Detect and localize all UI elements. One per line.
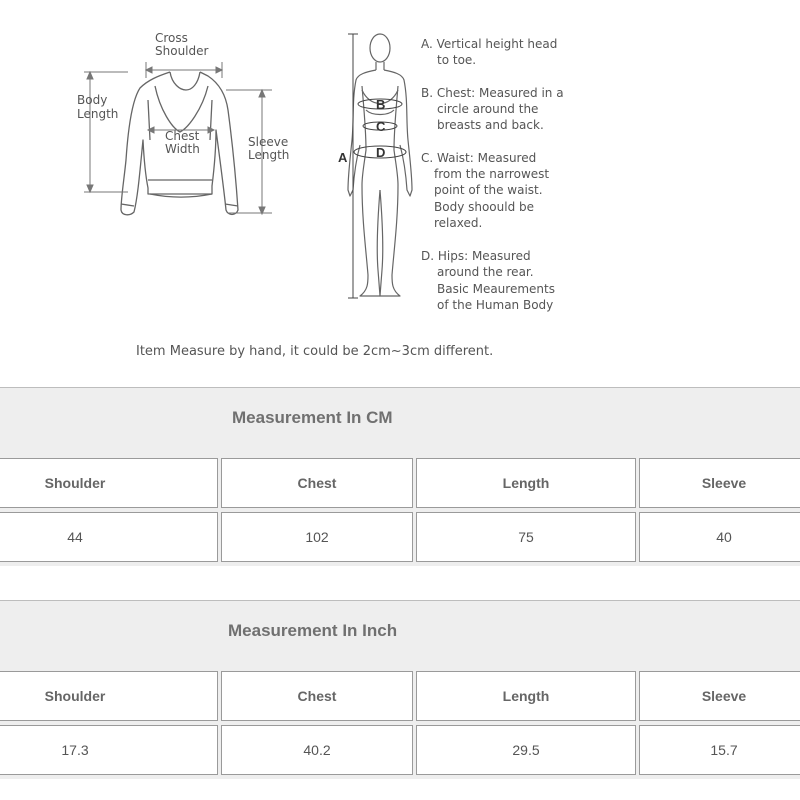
- body-length-label-1: Body: [77, 93, 108, 107]
- chest-width-label-2: Width: [165, 142, 200, 156]
- inch-size-table: [0, 600, 800, 779]
- legend-b-line-3: breasts and back.: [437, 118, 544, 132]
- legend-d-line-1: D. Hips: Measured: [421, 249, 531, 263]
- legend-c-line-1: C. Waist: Measured: [421, 151, 537, 165]
- cm-table-title: Measurement In CM: [232, 408, 393, 427]
- legend-b-line-1: B. Chest: Measured in a: [421, 86, 564, 100]
- legend-d-line-4: of the Human Body: [437, 298, 554, 312]
- cm-header-length: Length: [416, 458, 636, 508]
- cm-value-sleeve: 40: [639, 512, 800, 562]
- legend-c-line-5: relaxed.: [434, 216, 483, 230]
- legend-c-line-3: point of the waist.: [434, 183, 543, 197]
- inch-header-sleeve: Sleeve: [639, 671, 800, 721]
- inch-header-chest: Chest: [221, 671, 413, 721]
- body-letter-b: B: [376, 97, 386, 112]
- cm-header-chest: Chest: [221, 458, 413, 508]
- measurement-legend: [421, 37, 564, 312]
- legend-a-line-2: to toe.: [437, 53, 477, 67]
- cm-value-length: 75: [416, 512, 636, 562]
- inch-header-shoulder: Shoulder: [0, 671, 218, 721]
- cm-header-sleeve: Sleeve: [639, 458, 800, 508]
- inch-value-length: 29.5: [416, 725, 636, 775]
- sleeve-length-label-2: Length: [248, 148, 290, 162]
- inch-value-shoulder: 17.3: [0, 725, 218, 775]
- legend-d-line-2: around the rear.: [437, 265, 534, 279]
- legend-c-line-4: Body shoould be: [434, 200, 535, 214]
- cm-value-chest: 102: [221, 512, 413, 562]
- inch-table-title: Measurement In Inch: [228, 621, 398, 640]
- body-letter-c: C: [376, 119, 386, 134]
- body-length-label-2: Length: [77, 107, 119, 121]
- inch-value-sleeve: 15.7: [639, 725, 800, 775]
- legend-a-line-1: A. Vertical height head: [421, 37, 558, 51]
- legend-d-line-3: Basic Meaurements: [437, 282, 555, 296]
- inch-value-chest: 40.2: [221, 725, 413, 775]
- chest-width-label-1: Chest: [165, 129, 200, 143]
- cross-shoulder-label-2: Shoulder: [155, 44, 209, 58]
- measurement-diagram: [0, 0, 800, 380]
- measure-note: Item Measure by hand, it could be 2cm~3cm different.: [136, 344, 494, 359]
- inch-header-length: Length: [416, 671, 636, 721]
- cross-shoulder-label-1: Cross: [155, 31, 188, 45]
- body-letter-d: D: [376, 145, 386, 160]
- body-letter-a: A: [338, 150, 348, 165]
- cm-value-shoulder: 44: [0, 512, 218, 562]
- human-figure-illustration: [348, 34, 412, 296]
- legend-c-line-2: from the narrowest: [434, 167, 550, 181]
- cm-header-shoulder: Shoulder: [0, 458, 218, 508]
- sleeve-length-label-1: Sleeve: [248, 135, 289, 149]
- cm-size-table: [0, 387, 800, 566]
- legend-b-line-2: circle around the: [437, 102, 539, 116]
